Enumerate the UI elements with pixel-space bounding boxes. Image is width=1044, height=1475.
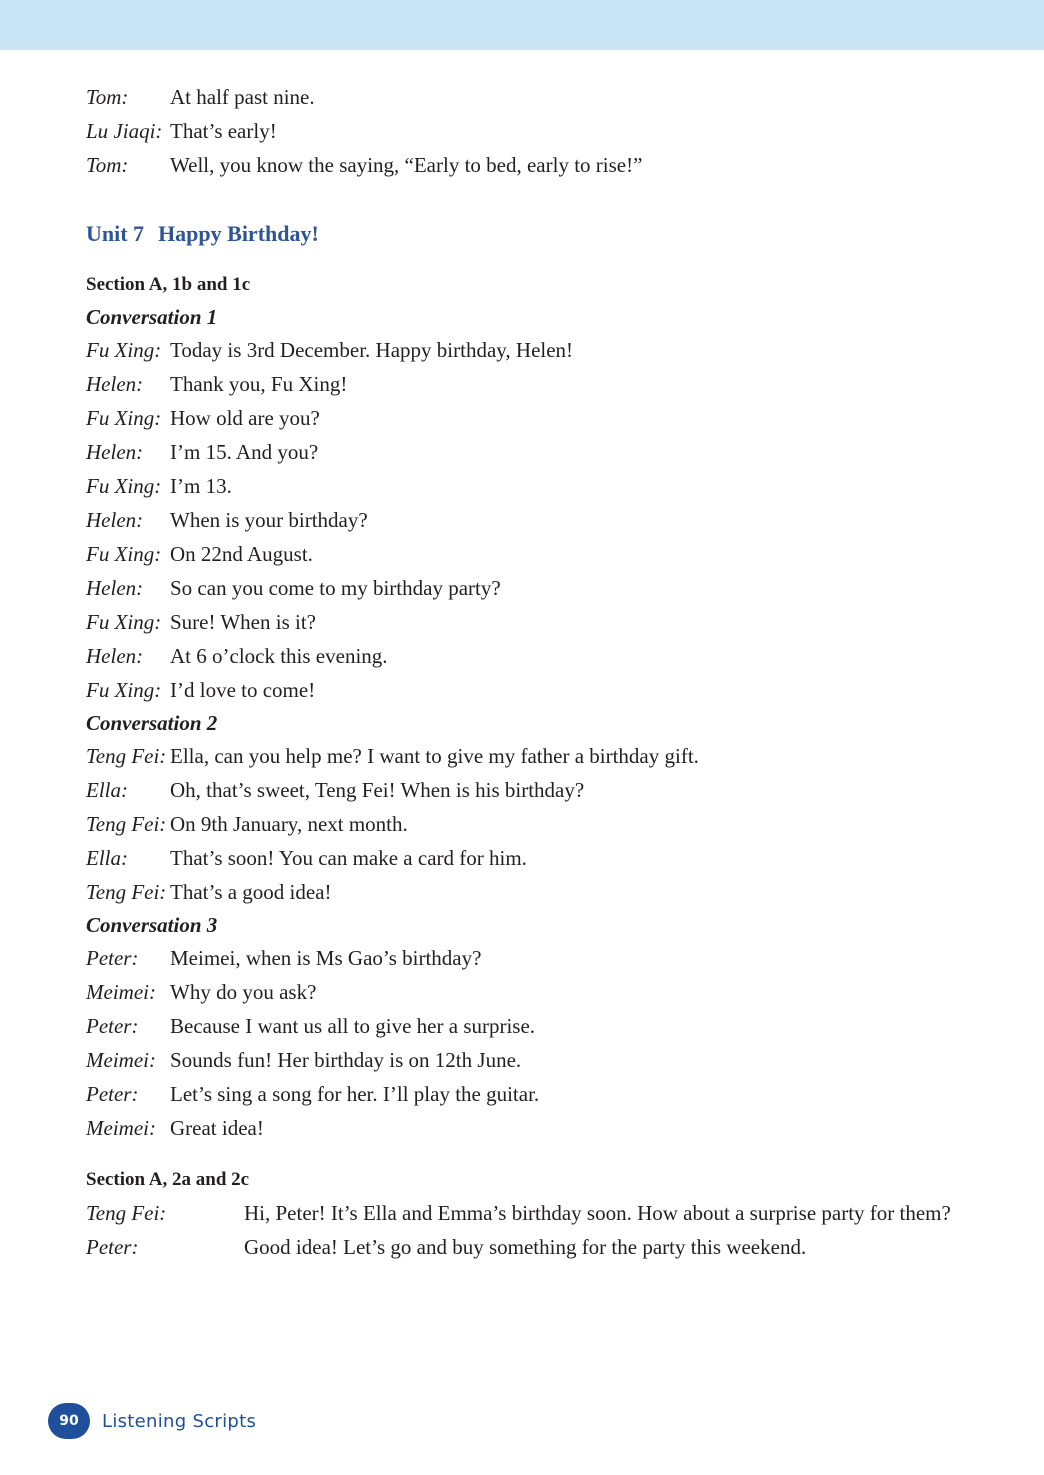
line-text: At half past nine. (170, 85, 315, 109)
dialogue-line (86, 841, 966, 875)
speaker-name: Fu Xing: (86, 338, 162, 362)
speaker-name: Teng Fei: (86, 880, 167, 904)
dialogue-line (86, 114, 966, 148)
speaker-name: Meimei: (86, 1116, 156, 1140)
dialogue-line (86, 639, 966, 673)
dialogue-line (86, 367, 966, 401)
line-text: How old are you? (170, 406, 320, 430)
dialogue-line (86, 469, 966, 503)
dialogue-line (86, 807, 966, 841)
dialogue-line (86, 571, 966, 605)
line-text: Meimei, when is Ms Gao’s birthday? (170, 946, 482, 970)
line-text: Thank you, Fu Xing! (170, 372, 348, 396)
line-text: So can you come to my birthday party? (170, 576, 501, 600)
dialogue-line (86, 333, 966, 367)
top-color-band (0, 0, 1044, 50)
speaker-name: Ella: (86, 846, 128, 870)
line-text: Good idea! Let’s go and buy something for the party this weekend. (244, 1235, 807, 1259)
line-text: That’s a good idea! (170, 880, 332, 904)
dialogue-line (86, 975, 966, 1009)
dialogue-line (86, 1043, 966, 1077)
dialogue-line (86, 1077, 966, 1111)
speaker-name: Peter: (86, 1014, 139, 1038)
dialogue-line (86, 503, 966, 537)
speaker-name: Peter: (86, 1082, 139, 1106)
speaker-name: Fu Xing: (86, 406, 162, 430)
speaker-name: Ella: (86, 778, 128, 802)
line-text: That’s soon! You can make a card for him. (170, 846, 527, 870)
line-text: Because I want us all to give her a surprise. (170, 1014, 536, 1038)
speaker-name: Fu Xing: (86, 678, 162, 702)
dialogue-line (86, 1009, 966, 1043)
speaker-name: Helen: (86, 372, 144, 396)
line-text: Ella, can you help me? I want to give my father a birthday gift. (170, 744, 699, 768)
dialogue-line (86, 435, 966, 469)
line-text: I’d love to come! (170, 678, 316, 702)
dialogue-line (86, 148, 966, 182)
line-text: Well, you know the saying, “Early to bed, early to rise!” (170, 153, 643, 177)
speaker-name: Tom: (86, 153, 129, 177)
page-number-badge: 90 (48, 1403, 90, 1439)
page-footer (48, 1403, 256, 1439)
speaker-name: Peter: (86, 946, 139, 970)
speaker-name: Teng Fei: (86, 744, 167, 768)
speaker-name: Peter: (86, 1235, 139, 1259)
speaker-name: Fu Xing: (86, 610, 162, 634)
conversation-title: Conversation 1 (86, 305, 218, 329)
line-text: Hi, Peter! It’s Ella and Emma’s birthday soon. How about a surprise party for them? (244, 1201, 951, 1225)
unit-heading (86, 217, 966, 251)
line-text: Let’s sing a song for her. I’ll play the guitar. (170, 1082, 540, 1106)
dialogue-line (86, 537, 966, 571)
unit-number: Unit 7 (86, 221, 145, 246)
line-text: Sounds fun! Her birthday is on 12th June. (170, 1048, 522, 1072)
speaker-name: Helen: (86, 644, 144, 668)
dialogue-line (86, 80, 966, 114)
speaker-name: Helen: (86, 440, 144, 464)
line-text: On 9th January, next month. (170, 812, 408, 836)
speaker-name: Meimei: (86, 1048, 156, 1072)
dialogue-line (86, 1111, 966, 1145)
section-heading: Section A, 1b and 1c (86, 274, 251, 295)
line-text: Oh, that’s sweet, Teng Fei! When is his birthday? (170, 778, 585, 802)
speaker-name: Lu Jiaqi: (86, 119, 163, 143)
line-text: That’s early! (170, 119, 277, 143)
speaker-name: Helen: (86, 576, 144, 600)
dialogue-line (86, 605, 966, 639)
line-text: Sure! When is it? (170, 610, 316, 634)
section-heading: Section A, 2a and 2c (86, 1169, 250, 1190)
dialogue-line (86, 941, 966, 975)
dialogue-line (86, 401, 966, 435)
dialogue-line (86, 773, 966, 807)
dialogue-line (86, 1230, 966, 1264)
dialogue-line (86, 739, 966, 773)
footer-section-label: Listening Scripts (102, 1410, 257, 1432)
speaker-name: Helen: (86, 508, 144, 532)
speaker-name: Fu Xing: (86, 474, 162, 498)
speaker-name: Meimei: (86, 980, 156, 1004)
line-text: I’m 15. And you? (170, 440, 319, 464)
line-text: At 6 o’clock this evening. (170, 644, 388, 668)
dialogue-line (86, 673, 966, 707)
conversation-title: Conversation 3 (86, 913, 218, 937)
line-text: On 22nd August. (170, 542, 313, 566)
listening-script-content (86, 80, 966, 1264)
speaker-name: Teng Fei: (86, 812, 167, 836)
unit-title: Happy Birthday! (158, 221, 319, 246)
line-text: When is your birthday? (170, 508, 368, 532)
conversation-title: Conversation 2 (86, 711, 218, 735)
speaker-name: Teng Fei: (86, 1201, 167, 1225)
line-text: Today is 3rd December. Happy birthday, Helen! (170, 338, 574, 362)
speaker-name: Fu Xing: (86, 542, 162, 566)
line-text: Great idea! (170, 1116, 264, 1140)
line-text: I’m 13. (170, 474, 232, 498)
dialogue-line (86, 1196, 966, 1230)
dialogue-line (86, 875, 966, 909)
speaker-name: Tom: (86, 85, 129, 109)
line-text: Why do you ask? (170, 980, 317, 1004)
